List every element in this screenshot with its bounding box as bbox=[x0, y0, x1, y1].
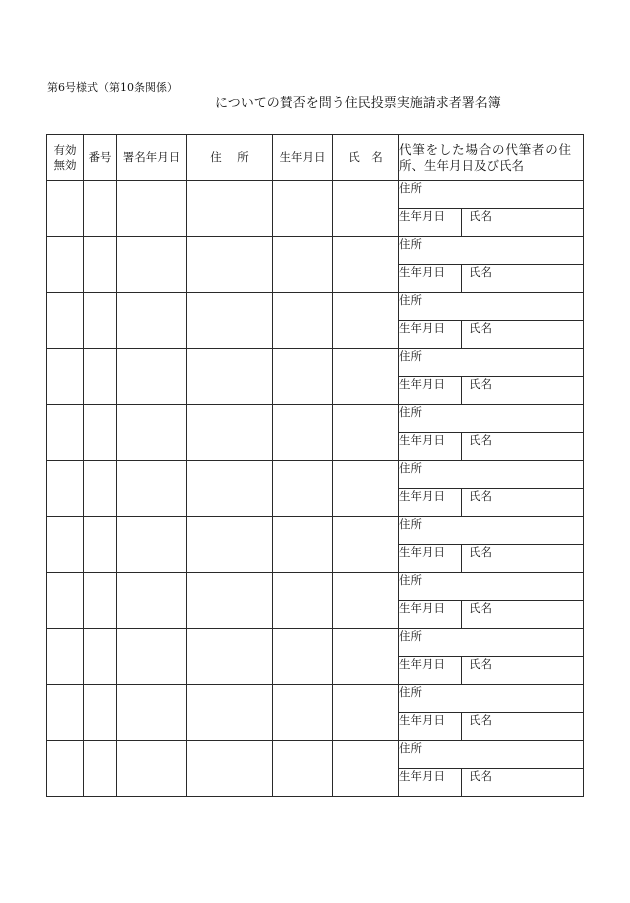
valid-invalid-cell bbox=[47, 349, 84, 405]
number-cell bbox=[84, 405, 117, 461]
proxy-address-label: 住所 bbox=[399, 517, 584, 545]
birth-date-cell bbox=[273, 741, 333, 797]
valid-invalid-cell bbox=[47, 741, 84, 797]
number-cell bbox=[84, 573, 117, 629]
valid-invalid-cell bbox=[47, 461, 84, 517]
number-cell bbox=[84, 685, 117, 741]
form-number: 第6号様式（第10条関係） bbox=[47, 81, 178, 94]
signature-date-cell bbox=[117, 629, 187, 685]
number-cell bbox=[84, 293, 117, 349]
address-cell bbox=[187, 461, 273, 517]
name-cell bbox=[333, 181, 399, 237]
birth-date-cell bbox=[273, 293, 333, 349]
proxy-name-label: 氏名 bbox=[462, 265, 584, 293]
birth-date-cell bbox=[273, 573, 333, 629]
valid-invalid-cell bbox=[47, 293, 84, 349]
number-cell bbox=[84, 461, 117, 517]
header-valid-label: 有効 bbox=[53, 142, 77, 157]
signature-date-cell bbox=[117, 685, 187, 741]
proxy-name-label: 氏名 bbox=[462, 433, 584, 461]
proxy-address-label: 住所 bbox=[399, 629, 584, 657]
name-cell bbox=[333, 741, 399, 797]
name-cell bbox=[333, 237, 399, 293]
proxy-address-label: 住所 bbox=[399, 741, 584, 769]
header-number: 番号 bbox=[84, 135, 117, 181]
proxy-birth-date-label: 生年月日 bbox=[399, 601, 462, 629]
name-cell bbox=[333, 349, 399, 405]
birth-date-cell bbox=[273, 349, 333, 405]
signer-row bbox=[47, 181, 584, 209]
valid-invalid-cell bbox=[47, 685, 84, 741]
proxy-name-label: 氏名 bbox=[462, 377, 584, 405]
number-cell bbox=[84, 181, 117, 237]
signature-date-cell bbox=[117, 349, 187, 405]
proxy-address-label: 住所 bbox=[399, 293, 584, 321]
valid-invalid-cell bbox=[47, 181, 84, 237]
proxy-address-label: 住所 bbox=[399, 573, 584, 601]
header-invalid-label: 無効 bbox=[53, 157, 77, 172]
signature-date-cell bbox=[117, 517, 187, 573]
proxy-birth-date-label: 生年月日 bbox=[399, 713, 462, 741]
signer-row bbox=[47, 685, 584, 713]
proxy-birth-date-label: 生年月日 bbox=[399, 489, 462, 517]
proxy-birth-date-label: 生年月日 bbox=[399, 433, 462, 461]
signer-row bbox=[47, 573, 584, 601]
proxy-birth-date-label: 生年月日 bbox=[399, 265, 462, 293]
header-address-label: 住 所 bbox=[210, 150, 251, 164]
valid-invalid-cell bbox=[47, 405, 84, 461]
document-title: についての賛否を問う住民投票実施請求者署名簿 bbox=[215, 96, 501, 111]
name-cell bbox=[333, 293, 399, 349]
valid-invalid-cell bbox=[47, 237, 84, 293]
birth-date-cell bbox=[273, 181, 333, 237]
signer-row bbox=[47, 405, 584, 433]
name-cell bbox=[333, 573, 399, 629]
proxy-birth-date-label: 生年月日 bbox=[399, 321, 462, 349]
header-signature-date: 署名年月日 bbox=[117, 135, 187, 181]
signature-date-cell bbox=[117, 181, 187, 237]
address-cell bbox=[187, 517, 273, 573]
proxy-birth-date-label: 生年月日 bbox=[399, 209, 462, 237]
birth-date-cell bbox=[273, 405, 333, 461]
birth-date-cell bbox=[273, 461, 333, 517]
proxy-birth-date-label: 生年月日 bbox=[399, 657, 462, 685]
header-name: 氏 名 bbox=[333, 135, 399, 181]
signer-row bbox=[47, 741, 584, 769]
proxy-name-label: 氏名 bbox=[462, 209, 584, 237]
header-proxy bbox=[399, 135, 584, 181]
proxy-name-label: 氏名 bbox=[462, 601, 584, 629]
header-proxy-label: 代筆をした場合の代筆者の住所、生年月日及び氏名 bbox=[399, 141, 571, 173]
header-birth-date: 生年月日 bbox=[273, 135, 333, 181]
birth-date-cell bbox=[273, 629, 333, 685]
proxy-name-label: 氏名 bbox=[462, 489, 584, 517]
birth-date-cell bbox=[273, 517, 333, 573]
name-cell bbox=[333, 629, 399, 685]
signer-row bbox=[47, 237, 584, 265]
valid-invalid-cell bbox=[47, 517, 84, 573]
address-cell bbox=[187, 181, 273, 237]
address-cell bbox=[187, 573, 273, 629]
signature-date-cell bbox=[117, 405, 187, 461]
signature-date-cell bbox=[117, 237, 187, 293]
proxy-name-label: 氏名 bbox=[462, 321, 584, 349]
proxy-address-label: 住所 bbox=[399, 405, 584, 433]
address-cell bbox=[187, 293, 273, 349]
proxy-address-label: 住所 bbox=[399, 349, 584, 377]
name-cell bbox=[333, 461, 399, 517]
birth-date-cell bbox=[273, 685, 333, 741]
signer-row bbox=[47, 293, 584, 321]
proxy-name-label: 氏名 bbox=[462, 713, 584, 741]
proxy-address-label: 住所 bbox=[399, 181, 584, 209]
valid-invalid-cell bbox=[47, 573, 84, 629]
table-header bbox=[47, 135, 584, 181]
address-cell bbox=[187, 405, 273, 461]
header-valid-invalid bbox=[47, 135, 84, 181]
proxy-name-label: 氏名 bbox=[462, 769, 584, 797]
number-cell bbox=[84, 349, 117, 405]
signer-row bbox=[47, 629, 584, 657]
valid-invalid-cell bbox=[47, 629, 84, 685]
number-cell bbox=[84, 517, 117, 573]
address-cell bbox=[187, 349, 273, 405]
proxy-birth-date-label: 生年月日 bbox=[399, 377, 462, 405]
signer-row bbox=[47, 349, 584, 377]
signature-date-cell bbox=[117, 293, 187, 349]
address-cell bbox=[187, 685, 273, 741]
birth-date-cell bbox=[273, 237, 333, 293]
proxy-address-label: 住所 bbox=[399, 685, 584, 713]
table-body bbox=[47, 181, 584, 797]
address-cell bbox=[187, 741, 273, 797]
number-cell bbox=[84, 741, 117, 797]
name-cell bbox=[333, 685, 399, 741]
name-cell bbox=[333, 517, 399, 573]
address-cell bbox=[187, 629, 273, 685]
proxy-address-label: 住所 bbox=[399, 461, 584, 489]
proxy-address-label: 住所 bbox=[399, 237, 584, 265]
proxy-name-label: 氏名 bbox=[462, 657, 584, 685]
signature-date-cell bbox=[117, 741, 187, 797]
number-cell bbox=[84, 237, 117, 293]
proxy-name-label: 氏名 bbox=[462, 545, 584, 573]
number-cell bbox=[84, 629, 117, 685]
signature-date-cell bbox=[117, 461, 187, 517]
header-address bbox=[187, 135, 273, 181]
signer-row bbox=[47, 517, 584, 545]
signer-row bbox=[47, 461, 584, 489]
name-cell bbox=[333, 405, 399, 461]
signature-date-cell bbox=[117, 573, 187, 629]
proxy-birth-date-label: 生年月日 bbox=[399, 545, 462, 573]
address-cell bbox=[187, 237, 273, 293]
proxy-birth-date-label: 生年月日 bbox=[399, 769, 462, 797]
signature-table bbox=[46, 134, 584, 797]
